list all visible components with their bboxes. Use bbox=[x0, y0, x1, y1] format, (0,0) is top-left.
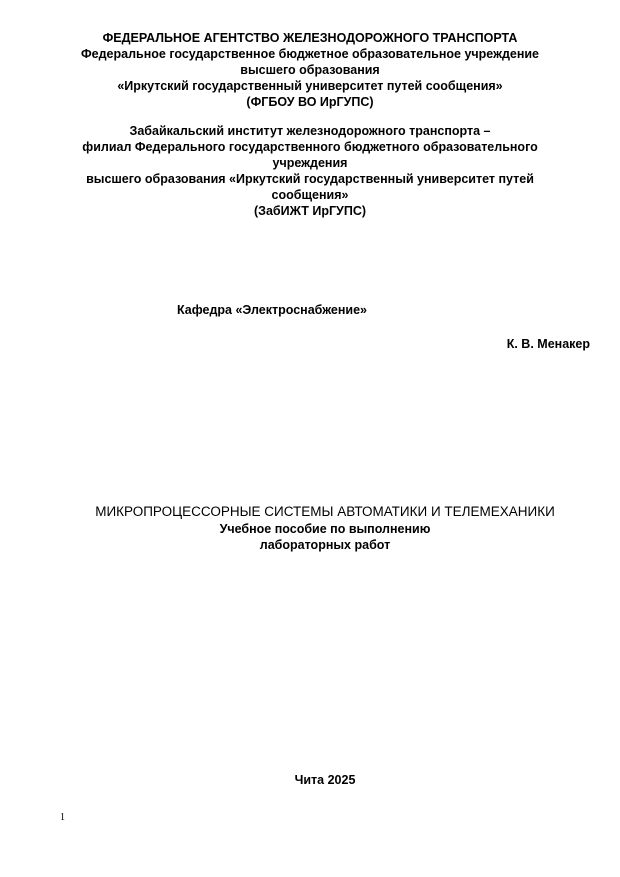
branch-line-2: филиал Федерального государственного бюджетного образовательного bbox=[82, 140, 538, 154]
department-name: Кафедра «Электроснабжение» bbox=[177, 303, 367, 317]
institution-line-1: Федеральное государственное бюджетное образовательное учреждение bbox=[80, 47, 540, 61]
branch-abbr: (ЗабИЖТ ИрГУПС) bbox=[253, 204, 367, 218]
university-abbr: (ФГБОУ ВО ИрГУПС) bbox=[246, 95, 374, 109]
author-name: К. В. Менакер bbox=[506, 337, 590, 351]
branch-line-4: высшего образования «Иркутский государственный университет путей bbox=[86, 172, 534, 186]
agency-name: ФЕДЕРАЛЬНОЕ АГЕНТСТВО ЖЕЛЕЗНОДОРОЖНОГО ТРАНСПОРТА bbox=[102, 31, 518, 45]
city-year: Чита 2025 bbox=[294, 773, 356, 787]
document-subtitle-line-1: Учебное пособие по выполнению bbox=[219, 522, 431, 536]
university-name: «Иркутский государственный университет путей сообщения» bbox=[117, 79, 503, 93]
branch-line-3: учреждения bbox=[272, 156, 348, 170]
document-subtitle-line-2: лабораторных работ bbox=[259, 538, 391, 552]
branch-line-5: сообщения» bbox=[271, 188, 349, 202]
page-number: 1 bbox=[60, 812, 65, 823]
branch-line-1: Забайкальский институт железнодорожного транспорта – bbox=[129, 124, 491, 138]
document-title: МИКРОПРОЦЕССОРНЫЕ СИСТЕМЫ АВТОМАТИКИ И ТЕЛЕМЕХАНИКИ bbox=[95, 504, 555, 519]
institution-line-2: высшего образования bbox=[240, 63, 380, 77]
